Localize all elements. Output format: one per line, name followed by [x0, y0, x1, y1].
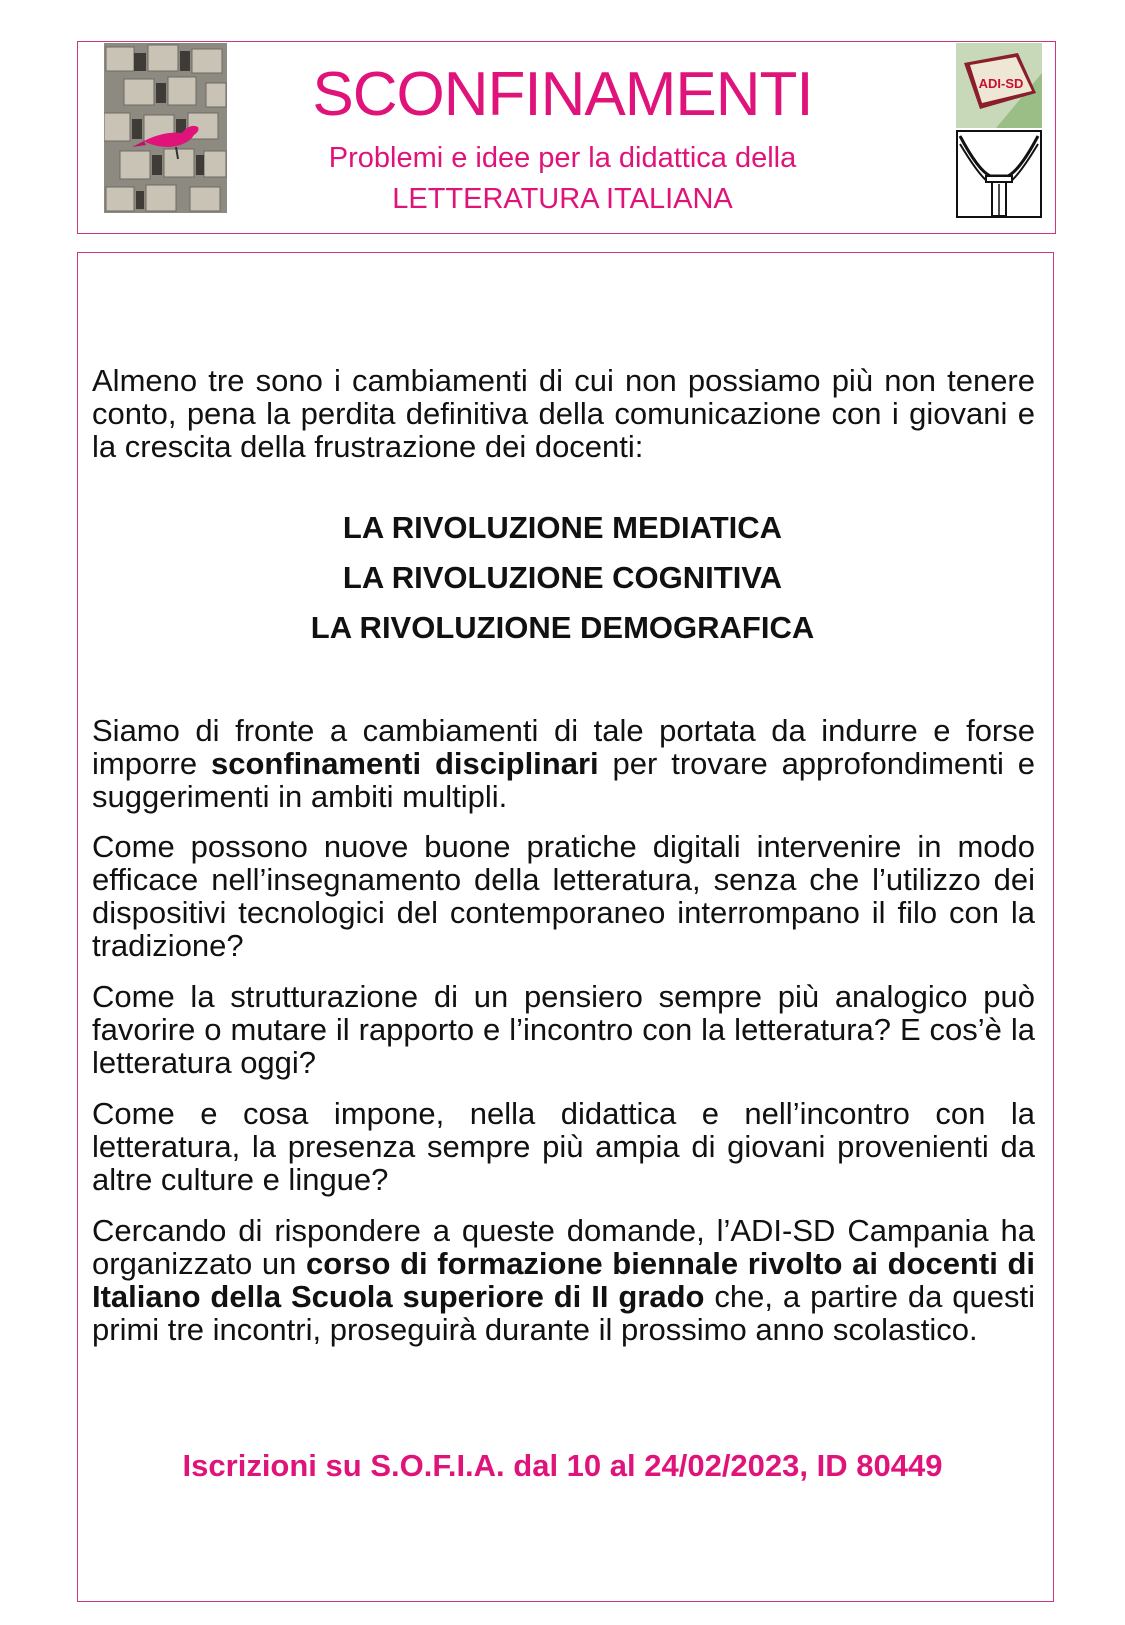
adi-sd-logo [956, 43, 1042, 128]
paragraph-cultures: Come e cosa impone, nella didattica e nell’incontro con la letteratura, la presenza sempre più ampia di giovani provenienti da altre culture e lingue? [92, 1096, 1035, 1197]
subtitle-line-1: Problemi e idee per la didattica della [328, 142, 797, 174]
column-arch-logo [956, 130, 1042, 218]
paragraph-sconfinamenti: Siamo di fronte a cambiamenti di tale portata da indurre e forse imporre sconfinamenti disciplinari per trovare approfondimenti e suggerimenti in ambiti multipli. [92, 713, 1035, 814]
registration-info: Iscrizioni su S.O.F.I.A. dal 10 al 24/02/2023, ID 80449 [182, 1448, 943, 1483]
revolution-heading-2: LA RIVOLUZIONE COGNITIVA [342, 560, 783, 595]
paragraph-course: Cercando di rispondere a queste domande, l’ADI-SD Campania ha organizzato un corso di formazione biennale rivolto ai docenti di Italiano della Scuola superiore di II grado che, a partire da questi primi tre incontri, proseguirà durante il prossimo anno scolastico. [92, 1213, 1035, 1347]
adi-sd-logo-text: ADI-SD [978, 76, 1024, 91]
bold-course-phrase: corso di formazione biennale rivolto ai docenti di Italiano della Scuola superiore di II grado [92, 1246, 1035, 1314]
page-title: SCONFINAMENTI [312, 60, 813, 129]
intro-paragraph: Almeno tre sono i cambiamenti di cui non possiamo più non tenere conto, pena la perdita definitiva della comunicazione con i giovani e la crescita della frustrazione dei docenti: [92, 363, 1035, 464]
subtitle-line-2: LETTERATURA ITALIANA [392, 183, 733, 215]
revolution-heading-1: LA RIVOLUZIONE MEDIATICA [342, 510, 783, 545]
revolution-heading-3: LA RIVOLUZIONE DEMOGRAFICA [310, 610, 815, 645]
paragraph-analogical: Come la strutturazione di un pensiero sempre più analogico può favorire o mutare il rapporto e l’incontro con la letteratura? E cos’è la letteratura oggi? [92, 979, 1035, 1080]
bold-phrase: sconfinamenti disciplinari [210, 746, 599, 781]
paragraph-digital: Come possono nuove buone pratiche digitali intervenire in modo efficace nell’insegnamento della letteratura, senza che l’utilizzo dei dispositivi tecnologici del contemporaneo interrompano il filo con la tradizione? [92, 829, 1035, 963]
